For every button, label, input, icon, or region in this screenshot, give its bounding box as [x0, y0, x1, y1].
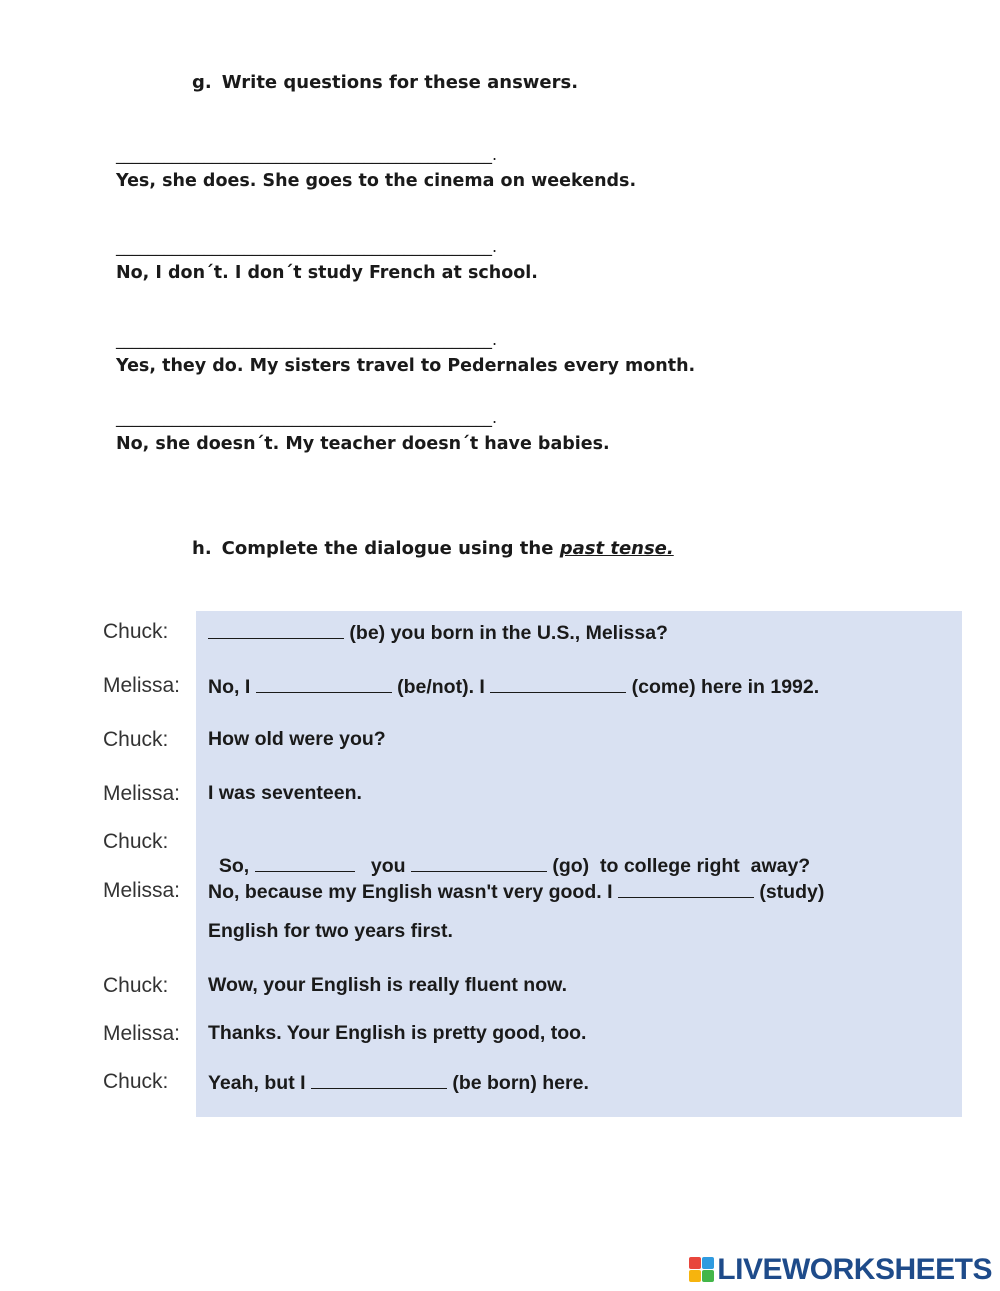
logo-text: LIVEWORKSHEETS [717, 1253, 992, 1286]
liveworksheets-logo[interactable] [689, 1253, 992, 1287]
answer-3: Yes, they do. My sisters travel to Pedernales every month. [116, 356, 696, 376]
answer-blank[interactable] [208, 620, 344, 639]
question-blank-3[interactable]: _______________________________________________. [116, 330, 498, 349]
answer-blank[interactable] [256, 674, 392, 693]
answer-blank[interactable] [255, 853, 355, 872]
dialogue-line-8: Thanks. Your English is pretty good, too. [208, 1022, 587, 1044]
dialogue-text: (study) [753, 881, 825, 903]
speaker-label: Melissa: [103, 782, 181, 805]
dialogue-text: (be born) here. [446, 1072, 589, 1094]
section-h-heading [192, 538, 674, 559]
dialogue-line-1 [208, 620, 668, 645]
dialogue-text: (come) here in 1992. [626, 676, 820, 698]
speaker-label: Chuck: [103, 1070, 169, 1093]
speaker-label: Chuck: [103, 830, 169, 853]
section-h-letter: h. [192, 538, 212, 559]
dialogue-line-2 [208, 674, 819, 699]
dialogue-text: (be) you born in the U.S., Melissa? [344, 622, 668, 644]
question-blank-4[interactable]: _______________________________________________. [116, 408, 498, 427]
dialogue-line-6-continued: English for two years first. [208, 920, 453, 942]
dialogue-text: (be/not). I [391, 676, 491, 698]
speaker-label: Melissa: [103, 1022, 181, 1045]
answer-4: No, she doesn´t. My teacher doesn´t have babies. [116, 434, 610, 454]
answer-blank[interactable] [490, 674, 626, 693]
dialogue-text: No, I [208, 676, 256, 698]
answer-1: Yes, she does. She goes to the cinema on weekends. [116, 171, 637, 191]
dialogue-text: Yeah, but I [208, 1072, 311, 1094]
speaker-label: Melissa: [103, 674, 181, 697]
dialogue-line-6 [208, 879, 824, 904]
speaker-label: Chuck: [103, 728, 169, 751]
section-g-letter: g. [192, 72, 212, 93]
dialogue-line-3: How old were you? [208, 728, 386, 750]
dialogue-line-4: I was seventeen. [208, 782, 362, 804]
dialogue-text: you [354, 855, 411, 877]
section-h-title: Complete the dialogue using the [221, 538, 554, 559]
section-g-heading [192, 72, 578, 93]
dialogue-text: So, [218, 855, 255, 877]
answer-blank[interactable] [618, 879, 754, 898]
answer-2: No, I don´t. I don´t study French at school. [116, 263, 538, 283]
dialogue-text: (go) to college right away? [546, 855, 811, 877]
dialogue-text: No, because my English wasn't very good. I [208, 881, 618, 903]
speaker-label: Chuck: [103, 620, 169, 643]
dialogue-line-5 [208, 830, 810, 878]
logo-mark-icon [689, 1257, 715, 1283]
answer-blank[interactable] [411, 853, 547, 872]
question-blank-2[interactable]: _______________________________________________. [116, 237, 498, 256]
dialogue-line-7: Wow, your English is really fluent now. [208, 974, 567, 996]
section-h-title-emphasis: past tense. [559, 538, 674, 559]
speaker-label: Chuck: [103, 974, 169, 997]
speaker-label: Melissa: [103, 879, 181, 902]
section-g-title: Write questions for these answers. [221, 72, 579, 93]
question-blank-1[interactable]: _______________________________________________. [116, 145, 498, 164]
dialogue-line-9 [208, 1070, 589, 1095]
answer-blank[interactable] [311, 1070, 447, 1089]
